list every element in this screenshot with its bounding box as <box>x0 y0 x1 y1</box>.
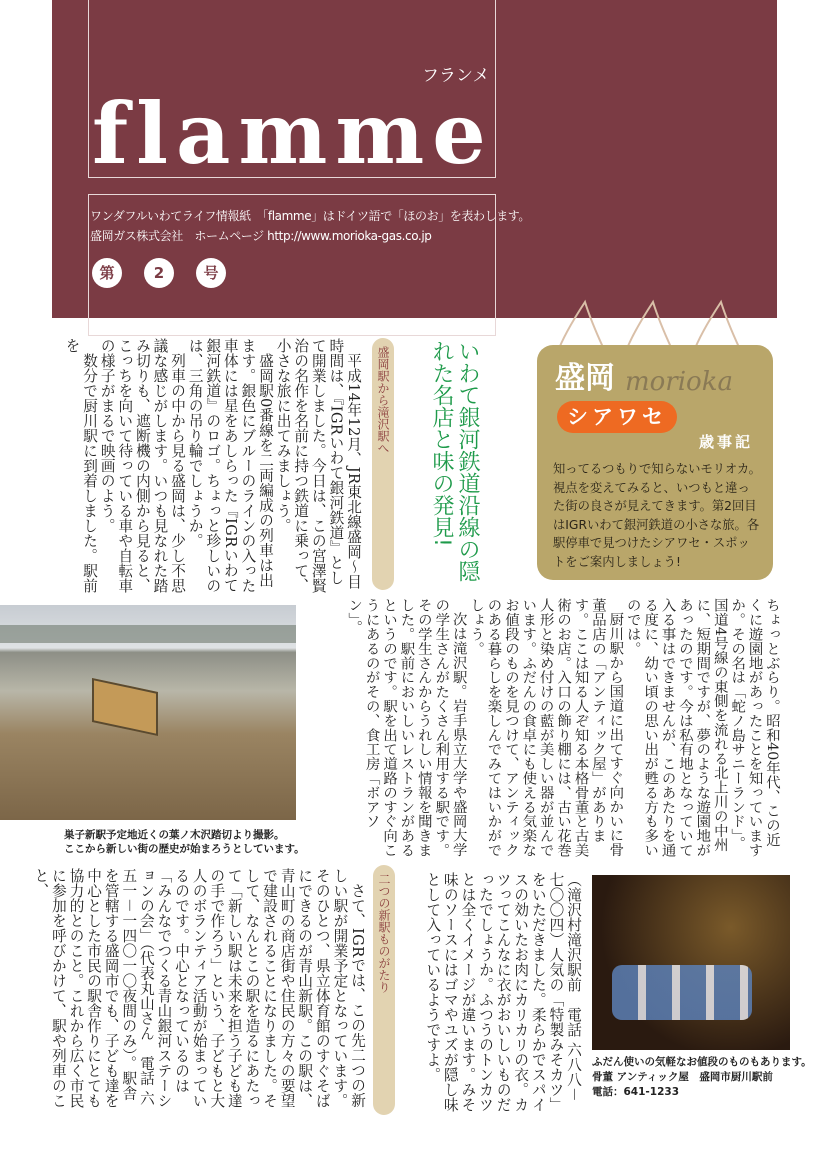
header-info <box>90 206 530 246</box>
paragraph: 列車の中から見る盛岡は、少し不思議な感じがします。いつも見なれた踏み切りも、遮断機の内側から見ると、こっちを向いて待っている車や自転車の様子がまるで映画のよう。 <box>98 338 187 593</box>
company-homepage[interactable]: 盛岡ガス株式会社 ホームページ http://www.morioka-gas.co.jp <box>90 229 432 243</box>
paragraph: 盛岡駅0番線を二両編成の列車は出ます。銀色にブルーのラインの入った車体には星をあしらった『IGRいわて銀河鉄道』のロゴ。ちょっと珍しいのは、三角の吊り輪でしょうか。 <box>186 338 275 593</box>
box-title-roman: morioka <box>625 367 733 397</box>
box-title-kanji: 盛岡 <box>555 361 615 396</box>
train-icon <box>92 678 158 736</box>
tagline-text: ワンダフルいわてライフ情報紙 「flamme」はドイツ語で「ほのお」を表わします。 <box>90 209 531 223</box>
headline: いわて銀河鉄道沿線の隠れた名店と味の発見! <box>429 340 480 582</box>
photo2-caption <box>592 1055 812 1100</box>
logo-kana: フランメ <box>422 66 490 86</box>
box-title-kana: シアワセ <box>557 401 677 433</box>
mountains <box>0 625 296 643</box>
paragraph: 厨川駅から国道に出てすぐ向かいに骨董品店の「アンティック屋」があります。ここは知る人ぞ知る本格骨董と古美術のお店。入口の飾り棚には、古い花巻人形と染め付けの藍が美しい器が並んでいます。ふだんの食卓にも使える気楽なお値段のものを見つけて、アンティックのある暮らしを楽しんでみてはいかがでしょう。 <box>468 598 624 858</box>
photo1-caption <box>64 828 305 856</box>
paragraph: 次は滝沢駅。岩手県立大学や盛岡大学の学生さんがたくさん利用する駅です。その学生さんからうれしい情報を聞きました。駅前においしいレストランがあるというのです。駅を出て道路のすぐ向こうにあるのがその、食工房「ボアソン」。 <box>346 598 467 858</box>
paragraph: （滝沢村滝沢駅前 電話 六八八－七〇〇四）人気の「特製みそカツ」をいただきました。柔らかでスパイスの効いたお肉にカリカリの衣。カツってこんなに衣がおいしいものだったでしょうか。ふつうのトンカツとは全くイメージが違います。みそ味のソースにはゴマやユズが隠し味として入っているようですよ。 <box>424 872 582 1112</box>
box-title-suffix: 歳事記 <box>699 433 754 451</box>
article-body-2 <box>306 598 780 860</box>
masthead <box>52 0 777 318</box>
logo: flamme <box>92 84 494 183</box>
paragraph: ちょっとぶらり。昭和40年代、この近くに遊園地があったことを知っていますか。その名は「蛇ノ島サニーランド」。国道4号線の東側を流れる北上川の中州に、短期間ですが、夢のような遊園地があったのです。今は私有地となっていて入る事はできませんが、このあたりを通る度に、幼い頃の思い出が甦る方も多いのでは。 <box>624 598 780 858</box>
box-body: 知ってるつもりで知らないモリオカ。視点を変えてみると、いつもと違った街の良さが見えてきます。第2回目はIGRいわて銀河鉄道の小さな旅。各駅停車で見つけたシアワセ・スポットをご案内しましょう! <box>553 462 761 569</box>
caption-line: 骨董 アンティック屋 盛岡市厨川駅前 <box>592 1071 773 1083</box>
caption-line: 電話：641-1233 <box>592 1086 679 1098</box>
caption-line: ふだん使いの気軽なお値段のものもあります。 <box>592 1056 812 1068</box>
paragraph: 数分で厨川駅に到着しました。駅前を <box>63 338 99 593</box>
antique-shop-photo <box>592 875 790 1050</box>
porcelain-dishes <box>612 965 752 1020</box>
caption-line: 巣子新駅予定地近くの葉ノ木沢踏切より撮影。 <box>64 829 285 841</box>
section-label-2: 二つの新駅ものがたり <box>373 865 395 1115</box>
issue-badge-dai: 第 <box>92 258 122 288</box>
paragraph: さて、IGRでは、この先二つの新しい駅が開業予定となっています。そのひとつ、県立体育館のすぐそばにできるのが青山新駅。この駅は、青山町の商店街や住民の方々の要望で建設されることになりました。そして、なんとこの駅を造るにあたって「新しい駅は未来を担う子ども達の手で作ろう」という、子どもと大人のボランティア活動が始まっているのです。中心となっているのは「みんなでつくる青山銀河ステーションの会」（代表丸山さん 電話 六五一－一四〇一〇夜間のみ）。駅舎を管轄する盛岡市でも、子ども達を中心とした市民の駅舎作りにとても協力的とのこと。これから広く市民に参加を呼びかけて、駅や列車のこと、 <box>32 868 366 1108</box>
caption-line: ここから新しい街の歴史が始まろうとしています。 <box>64 843 305 855</box>
issue-badge-number: 2 <box>144 258 174 288</box>
issue-badge-go: 号 <box>196 258 226 288</box>
restaurant-info <box>410 872 582 1112</box>
article-body-1 <box>52 338 362 598</box>
train-photo <box>0 605 296 820</box>
article-body-3 <box>30 868 366 1113</box>
paragraph: 平成14年12月、JR東北線盛岡～目時間は、『IGRいわて銀河鉄道』として開業しました。今日は、この宮澤賢治の名作を名前に持つ鉄道に乗って、小さな旅に出てみましょう。 <box>274 338 362 593</box>
feature-box <box>537 345 773 580</box>
section-label-1: 盛岡駅から滝沢駅へ <box>372 338 394 590</box>
